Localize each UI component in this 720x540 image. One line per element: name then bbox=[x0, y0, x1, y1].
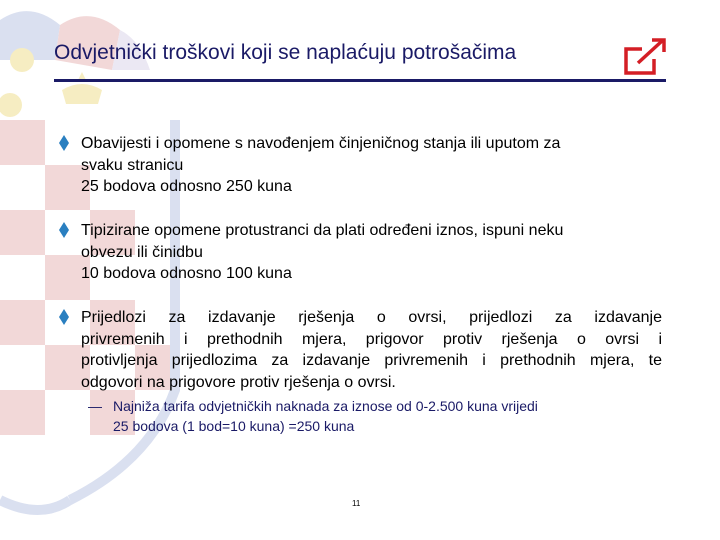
sub-bullet-text bbox=[113, 396, 658, 436]
diamond-bullet-icon bbox=[57, 309, 71, 325]
sub-bullet-line: 25 bodova (1 bod=10 kuna) =250 kuna bbox=[113, 418, 355, 434]
bullet-line: svaku stranicu bbox=[81, 156, 184, 174]
bullet-item bbox=[57, 307, 662, 393]
bullet-line: odgovori na prigovore protiv rješenja o ovrsi. bbox=[81, 373, 396, 391]
bullet-line: protivljenja prijedlozima za izdavanje privremenih i prethodnih mjera, te bbox=[81, 352, 662, 369]
bullet-text bbox=[81, 220, 662, 285]
bullet-item bbox=[57, 220, 662, 285]
page-number: 11 bbox=[352, 499, 361, 508]
bullet-line: 10 bodova odnosno 100 kuna bbox=[81, 265, 292, 282]
bullet-text bbox=[81, 133, 662, 198]
sub-bullet-line: Najniža tarifa odvjetničkih naknada za iznose od 0-2.500 kuna vrijedi bbox=[113, 398, 538, 414]
bullet-item bbox=[57, 133, 662, 198]
bullet-text bbox=[81, 307, 662, 393]
sub-bullet-item bbox=[88, 396, 658, 436]
bullet-line: obvezu ili činidbu bbox=[81, 243, 203, 261]
dash-bullet-icon: — bbox=[88, 398, 102, 414]
diamond-bullet-icon bbox=[57, 135, 71, 151]
slide-title: Odvjetnički troškovi koji se naplaćuju potrošačima bbox=[54, 41, 517, 64]
bullet-line: 25 bodova odnosno 250 kuna bbox=[81, 178, 292, 195]
bullet-line: Tipizirane opomene protustranci da plati određeni iznos, ispuni neku bbox=[81, 222, 564, 239]
bullet-line: privremenih i prethodnih mjera, prigovor protiv rješenja o ovrsi i bbox=[81, 330, 662, 348]
diamond-bullet-icon bbox=[57, 222, 71, 238]
bullet-line: Obavijesti i opomene s navođenjem činjeničnog stanja ili uputom za bbox=[81, 135, 561, 152]
arrow-square-icon bbox=[622, 37, 668, 77]
bullet-line: Prijedlozi za izdavanje rješenja o ovrsi, prijedlozi za izdavanje bbox=[81, 309, 662, 326]
